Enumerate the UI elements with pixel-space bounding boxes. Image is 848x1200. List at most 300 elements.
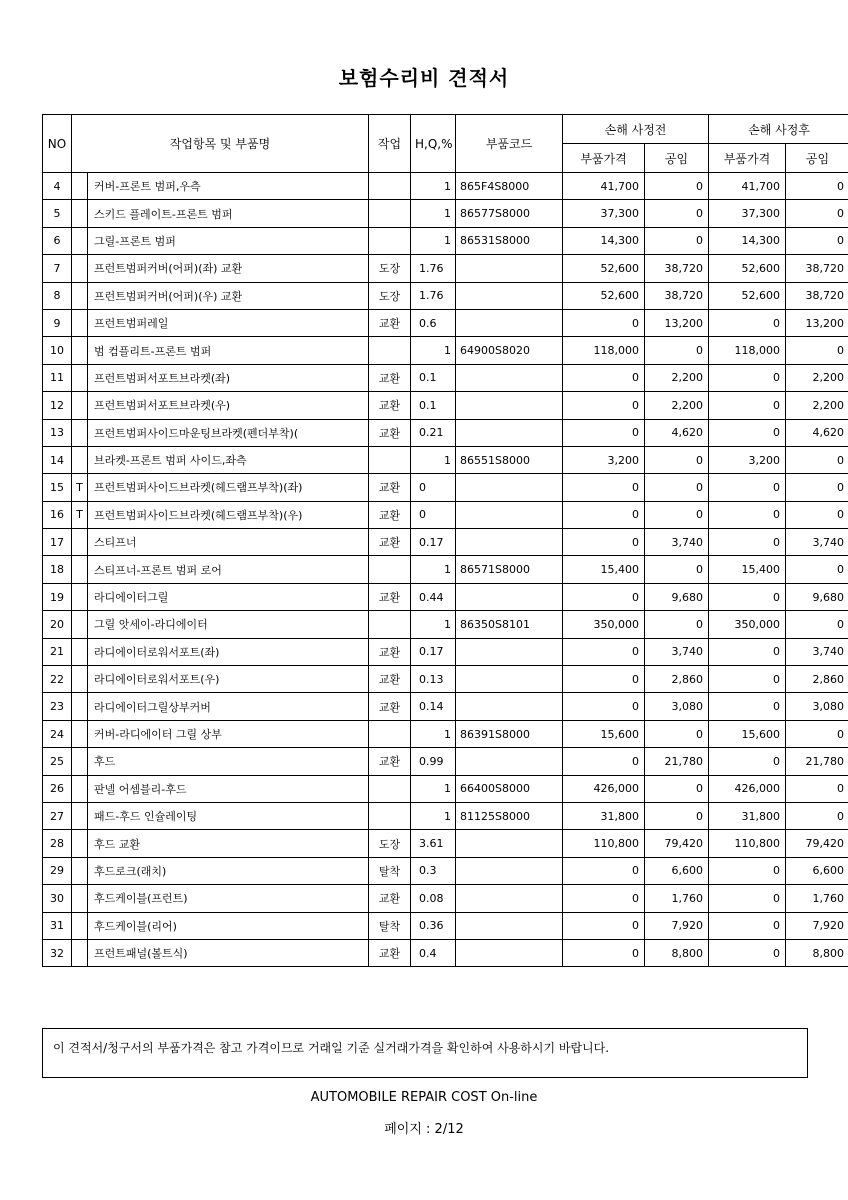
header-no: NO: [43, 115, 72, 173]
row-part-code: 64900S8020: [456, 337, 563, 364]
row-part-code: [456, 309, 563, 336]
row-after-part-price: 0: [709, 419, 786, 446]
header-before: 손해 사정전: [563, 115, 709, 144]
row-no: 20: [43, 611, 72, 638]
row-hq: 1: [411, 611, 456, 638]
row-work-type: 교환: [369, 529, 411, 556]
row-after-labor: 3,080: [786, 693, 848, 720]
row-before-labor: 79,420: [645, 830, 709, 857]
row-after-labor: 0: [786, 173, 848, 200]
row-item-name: 패드-후드 인슐레이팅: [88, 802, 369, 829]
row-no: 17: [43, 529, 72, 556]
row-work-type: 도장: [369, 830, 411, 857]
row-item-name: 프런트범퍼사이드브라켓(헤드램프부착)(좌): [88, 474, 369, 501]
row-part-code: [456, 830, 563, 857]
row-flag: [72, 282, 88, 309]
row-after-part-price: 37,300: [709, 200, 786, 227]
row-part-code: 86577S8000: [456, 200, 563, 227]
row-item-name: 스티프너: [88, 529, 369, 556]
document-title: 보험수리비 견적서: [338, 66, 510, 90]
row-part-code: [456, 474, 563, 501]
row-after-part-price: 0: [709, 693, 786, 720]
row-work-type: 탈착: [369, 912, 411, 939]
row-hq: 1: [411, 720, 456, 747]
row-before-part-price: 3,200: [563, 446, 645, 473]
row-hq: 0: [411, 474, 456, 501]
table-row: [43, 337, 848, 364]
row-hq: 1: [411, 227, 456, 254]
row-work-type: 도장: [369, 255, 411, 282]
row-after-part-price: 14,300: [709, 227, 786, 254]
row-flag: [72, 227, 88, 254]
row-part-code: [456, 364, 563, 391]
row-item-name: 프런트범퍼서포트브라켓(좌): [88, 364, 369, 391]
table-row: [43, 830, 848, 857]
table-row: [43, 802, 848, 829]
row-hq: 1: [411, 446, 456, 473]
row-no: 19: [43, 583, 72, 610]
row-after-labor: 0: [786, 337, 848, 364]
table-row: [43, 748, 848, 775]
row-no: 15: [43, 474, 72, 501]
row-work-type: 교환: [369, 666, 411, 693]
row-after-labor: 79,420: [786, 830, 848, 857]
row-before-labor: 9,680: [645, 583, 709, 610]
row-after-part-price: 118,000: [709, 337, 786, 364]
row-item-name: 후드케이블(리어): [88, 912, 369, 939]
row-before-labor: 13,200: [645, 309, 709, 336]
row-no: 16: [43, 501, 72, 528]
row-after-part-price: 0: [709, 501, 786, 528]
row-item-name: 프런트범퍼사이드마운팅브라켓(펜더부착)(: [88, 419, 369, 446]
row-work-type: [369, 200, 411, 227]
row-flag: [72, 255, 88, 282]
row-work-type: 교환: [369, 419, 411, 446]
row-before-part-price: 0: [563, 583, 645, 610]
table-row: [43, 282, 848, 309]
row-after-labor: 9,680: [786, 583, 848, 610]
table-row: [43, 556, 848, 583]
row-item-name: 프런트범퍼커버(어퍼)(우) 교환: [88, 282, 369, 309]
row-no: 32: [43, 939, 72, 966]
row-work-type: 도장: [369, 282, 411, 309]
row-after-labor: 2,200: [786, 392, 848, 419]
row-before-part-price: 52,600: [563, 255, 645, 282]
row-before-part-price: 0: [563, 693, 645, 720]
row-flag: [72, 611, 88, 638]
row-hq: 0.14: [411, 693, 456, 720]
row-before-part-price: 0: [563, 392, 645, 419]
row-after-labor: 0: [786, 200, 848, 227]
row-work-type: [369, 446, 411, 473]
row-item-name: 후드로크(래치): [88, 857, 369, 884]
row-item-name: 프런트범퍼레일: [88, 309, 369, 336]
row-after-labor: 3,740: [786, 529, 848, 556]
row-work-type: [369, 802, 411, 829]
row-before-part-price: 0: [563, 638, 645, 665]
row-item-name: 라디에이터그릴상부커버: [88, 693, 369, 720]
row-work-type: 교환: [369, 885, 411, 912]
row-part-code: [456, 392, 563, 419]
row-work-type: 교환: [369, 474, 411, 501]
footer-service-name: AUTOMOBILE REPAIR COST On-line: [310, 1090, 538, 1105]
table-row: [43, 638, 848, 665]
header-after: 손해 사정후: [709, 115, 848, 144]
row-hq: 0.36: [411, 912, 456, 939]
row-before-labor: 3,740: [645, 638, 709, 665]
row-part-code: [456, 666, 563, 693]
row-before-labor: 1,760: [645, 885, 709, 912]
row-part-code: [456, 748, 563, 775]
header-before-labor: 공임: [645, 144, 709, 173]
row-work-type: [369, 227, 411, 254]
row-item-name: 후드: [88, 748, 369, 775]
row-after-labor: 0: [786, 474, 848, 501]
row-flag: [72, 693, 88, 720]
row-part-code: [456, 255, 563, 282]
estimate-rows: [43, 173, 848, 967]
row-before-labor: 0: [645, 611, 709, 638]
table-row: [43, 227, 848, 254]
row-before-part-price: 15,400: [563, 556, 645, 583]
row-work-type: [369, 611, 411, 638]
row-item-name: 라디에이터로워서포트(좌): [88, 638, 369, 665]
row-after-part-price: 52,600: [709, 255, 786, 282]
row-after-labor: 6,600: [786, 857, 848, 884]
table-row: [43, 720, 848, 747]
row-item-name: 후드케이블(프런트): [88, 885, 369, 912]
row-flag: [72, 583, 88, 610]
row-after-labor: 7,920: [786, 912, 848, 939]
row-no: 31: [43, 912, 72, 939]
row-no: 5: [43, 200, 72, 227]
row-before-part-price: 0: [563, 885, 645, 912]
row-no: 30: [43, 885, 72, 912]
row-no: 21: [43, 638, 72, 665]
header-after-labor: 공임: [786, 144, 848, 173]
row-work-type: 교환: [369, 501, 411, 528]
row-part-code: [456, 912, 563, 939]
row-work-type: [369, 556, 411, 583]
row-before-labor: 0: [645, 501, 709, 528]
table-row: [43, 446, 848, 473]
table-row: [43, 666, 848, 693]
row-before-part-price: 350,000: [563, 611, 645, 638]
row-item-name: 커버-프론트 범퍼,우측: [88, 173, 369, 200]
row-before-part-price: 0: [563, 364, 645, 391]
row-before-part-price: 0: [563, 309, 645, 336]
row-flag: [72, 419, 88, 446]
row-flag: [72, 802, 88, 829]
row-work-type: 교환: [369, 309, 411, 336]
row-work-type: 교환: [369, 392, 411, 419]
row-no: 29: [43, 857, 72, 884]
table-row: [43, 611, 848, 638]
table-row: [43, 474, 848, 501]
row-after-labor: 0: [786, 775, 848, 802]
row-hq: 0.1: [411, 364, 456, 391]
row-after-labor: 0: [786, 446, 848, 473]
table-row: [43, 419, 848, 446]
row-part-code: [456, 939, 563, 966]
row-before-labor: 4,620: [645, 419, 709, 446]
row-flag: [72, 173, 88, 200]
table-row: [43, 309, 848, 336]
row-before-labor: 0: [645, 200, 709, 227]
row-after-part-price: 52,600: [709, 282, 786, 309]
row-part-code: 86531S8000: [456, 227, 563, 254]
row-part-code: 86391S8000: [456, 720, 563, 747]
row-part-code: [456, 583, 563, 610]
table-row: [43, 392, 848, 419]
row-before-part-price: 426,000: [563, 775, 645, 802]
row-item-name: 스티프너-프론트 범퍼 로어: [88, 556, 369, 583]
row-after-labor: 2,860: [786, 666, 848, 693]
row-item-name: 프런트범퍼서포트브라켓(우): [88, 392, 369, 419]
row-part-code: [456, 501, 563, 528]
row-flag: [72, 666, 88, 693]
row-after-labor: 2,200: [786, 364, 848, 391]
row-before-labor: 0: [645, 227, 709, 254]
row-before-labor: 21,780: [645, 748, 709, 775]
row-after-labor: 0: [786, 802, 848, 829]
row-work-type: [369, 337, 411, 364]
row-before-part-price: 52,600: [563, 282, 645, 309]
row-after-part-price: 0: [709, 912, 786, 939]
row-item-name: 프런트범퍼커버(어퍼)(좌) 교환: [88, 255, 369, 282]
row-flag: T: [72, 474, 88, 501]
row-hq: 0.13: [411, 666, 456, 693]
row-no: 11: [43, 364, 72, 391]
row-after-labor: 0: [786, 611, 848, 638]
row-part-code: [456, 638, 563, 665]
header-hq: H,Q,%: [411, 115, 456, 173]
row-before-labor: 6,600: [645, 857, 709, 884]
row-before-part-price: 15,600: [563, 720, 645, 747]
row-after-part-price: 426,000: [709, 775, 786, 802]
row-before-labor: 8,800: [645, 939, 709, 966]
header-before-part-price: 부품가격: [563, 144, 645, 173]
row-before-part-price: 0: [563, 474, 645, 501]
row-no: 8: [43, 282, 72, 309]
row-before-labor: 0: [645, 337, 709, 364]
row-part-code: [456, 885, 563, 912]
row-flag: [72, 364, 88, 391]
row-hq: 0.08: [411, 885, 456, 912]
row-after-part-price: 0: [709, 666, 786, 693]
row-before-labor: 38,720: [645, 282, 709, 309]
row-hq: 0.1: [411, 392, 456, 419]
row-after-labor: 3,740: [786, 638, 848, 665]
row-before-part-price: 31,800: [563, 802, 645, 829]
row-item-name: 라디에이터로워서포트(우): [88, 666, 369, 693]
row-no: 4: [43, 173, 72, 200]
row-hq: 1: [411, 556, 456, 583]
row-hq: 0: [411, 501, 456, 528]
row-after-labor: 13,200: [786, 309, 848, 336]
row-after-labor: 1,760: [786, 885, 848, 912]
row-no: 27: [43, 802, 72, 829]
table-row: [43, 255, 848, 282]
row-hq: 1: [411, 802, 456, 829]
row-no: 25: [43, 748, 72, 775]
row-after-part-price: 0: [709, 939, 786, 966]
row-before-part-price: 0: [563, 912, 645, 939]
row-after-labor: 0: [786, 227, 848, 254]
row-flag: [72, 309, 88, 336]
table-row: [43, 775, 848, 802]
row-item-name: 라디에이터그릴: [88, 583, 369, 610]
row-after-part-price: 0: [709, 583, 786, 610]
row-work-type: 교환: [369, 748, 411, 775]
row-flag: [72, 830, 88, 857]
row-before-labor: 2,200: [645, 392, 709, 419]
page-number: 페이지 : 2/12: [384, 1122, 464, 1137]
row-after-labor: 0: [786, 556, 848, 583]
row-no: 6: [43, 227, 72, 254]
table-row: [43, 885, 848, 912]
row-before-part-price: 110,800: [563, 830, 645, 857]
row-flag: [72, 200, 88, 227]
row-no: 18: [43, 556, 72, 583]
row-work-type: 교환: [369, 638, 411, 665]
row-hq: 0.44: [411, 583, 456, 610]
row-hq: 0.17: [411, 529, 456, 556]
row-after-labor: 0: [786, 720, 848, 747]
row-part-code: [456, 857, 563, 884]
row-flag: [72, 392, 88, 419]
row-part-code: 81125S8000: [456, 802, 563, 829]
header-item: 작업항목 및 부품명: [72, 115, 369, 173]
header-work: 작업: [369, 115, 411, 173]
row-hq: 3.61: [411, 830, 456, 857]
row-flag: [72, 638, 88, 665]
header-after-part-price: 부품가격: [709, 144, 786, 173]
row-work-type: [369, 775, 411, 802]
row-before-part-price: 0: [563, 857, 645, 884]
row-hq: 0.6: [411, 309, 456, 336]
table-row: [43, 912, 848, 939]
row-before-part-price: 41,700: [563, 173, 645, 200]
row-no: 22: [43, 666, 72, 693]
row-after-labor: 0: [786, 501, 848, 528]
row-after-part-price: 110,800: [709, 830, 786, 857]
row-after-part-price: 31,800: [709, 802, 786, 829]
row-flag: [72, 885, 88, 912]
row-after-part-price: 41,700: [709, 173, 786, 200]
row-before-labor: 0: [645, 173, 709, 200]
row-hq: 0.99: [411, 748, 456, 775]
row-before-part-price: 0: [563, 748, 645, 775]
row-hq: 1.76: [411, 255, 456, 282]
row-part-code: [456, 693, 563, 720]
row-flag: [72, 939, 88, 966]
row-before-labor: 2,200: [645, 364, 709, 391]
row-after-part-price: 0: [709, 309, 786, 336]
row-after-labor: 8,800: [786, 939, 848, 966]
row-after-part-price: 0: [709, 885, 786, 912]
row-after-part-price: 0: [709, 857, 786, 884]
row-work-type: 탈착: [369, 857, 411, 884]
row-after-labor: 21,780: [786, 748, 848, 775]
row-after-part-price: 0: [709, 392, 786, 419]
row-after-labor: 38,720: [786, 282, 848, 309]
row-before-part-price: 0: [563, 501, 645, 528]
row-after-part-price: 0: [709, 474, 786, 501]
row-before-labor: 0: [645, 474, 709, 501]
row-flag: [72, 529, 88, 556]
row-work-type: [369, 720, 411, 747]
row-after-labor: 38,720: [786, 255, 848, 282]
row-before-labor: 3,080: [645, 693, 709, 720]
row-after-part-price: 0: [709, 364, 786, 391]
row-after-part-price: 350,000: [709, 611, 786, 638]
row-before-labor: 0: [645, 446, 709, 473]
row-hq: 0.3: [411, 857, 456, 884]
header-code: 부품코드: [456, 115, 563, 173]
row-no: 9: [43, 309, 72, 336]
row-after-part-price: 0: [709, 529, 786, 556]
row-part-code: [456, 419, 563, 446]
row-after-part-price: 15,400: [709, 556, 786, 583]
table-row: [43, 583, 848, 610]
row-item-name: 스키드 플레이트-프론트 범퍼: [88, 200, 369, 227]
row-no: 14: [43, 446, 72, 473]
notice-box: [42, 1028, 808, 1078]
row-no: 23: [43, 693, 72, 720]
row-part-code: 66400S8000: [456, 775, 563, 802]
table-row: [43, 173, 848, 200]
table-row: [43, 200, 848, 227]
row-after-part-price: 0: [709, 638, 786, 665]
row-before-part-price: 0: [563, 529, 645, 556]
row-no: 7: [43, 255, 72, 282]
table-row: [43, 693, 848, 720]
row-item-name: 그릴-프론트 범퍼: [88, 227, 369, 254]
row-flag: [72, 775, 88, 802]
table-row: [43, 857, 848, 884]
row-part-code: 86350S8101: [456, 611, 563, 638]
row-item-name: 그릴 앗세이-라디에이터: [88, 611, 369, 638]
row-before-part-price: 0: [563, 666, 645, 693]
row-hq: 1.76: [411, 282, 456, 309]
row-flag: [72, 446, 88, 473]
row-no: 13: [43, 419, 72, 446]
row-item-name: 판넬 어셈블리-후드: [88, 775, 369, 802]
row-flag: [72, 720, 88, 747]
row-item-name: 프런트범퍼사이드브라켓(헤드램프부착)(우): [88, 501, 369, 528]
notice-text: 이 견적서/청구서의 부품가격은 참고 가격이므로 거래일 기준 실거래가격을 확인하여 사용하시기 바랍니다.: [53, 1041, 610, 1055]
row-work-type: [369, 173, 411, 200]
row-item-name: 브라켓-프론트 범퍼 사이드,좌측: [88, 446, 369, 473]
row-flag: [72, 857, 88, 884]
row-flag: [72, 912, 88, 939]
row-hq: 0.17: [411, 638, 456, 665]
row-hq: 0.4: [411, 939, 456, 966]
row-before-labor: 0: [645, 775, 709, 802]
row-flag: [72, 748, 88, 775]
row-hq: 0.21: [411, 419, 456, 446]
row-hq: 1: [411, 775, 456, 802]
estimate-table: [42, 114, 848, 967]
row-part-code: 86551S8000: [456, 446, 563, 473]
row-item-name: 커버-라디에이터 그릴 상부: [88, 720, 369, 747]
row-before-labor: 3,740: [645, 529, 709, 556]
row-no: 24: [43, 720, 72, 747]
row-before-part-price: 37,300: [563, 200, 645, 227]
row-part-code: 86571S8000: [456, 556, 563, 583]
row-item-name: 범 컴플리트-프론트 범퍼: [88, 337, 369, 364]
